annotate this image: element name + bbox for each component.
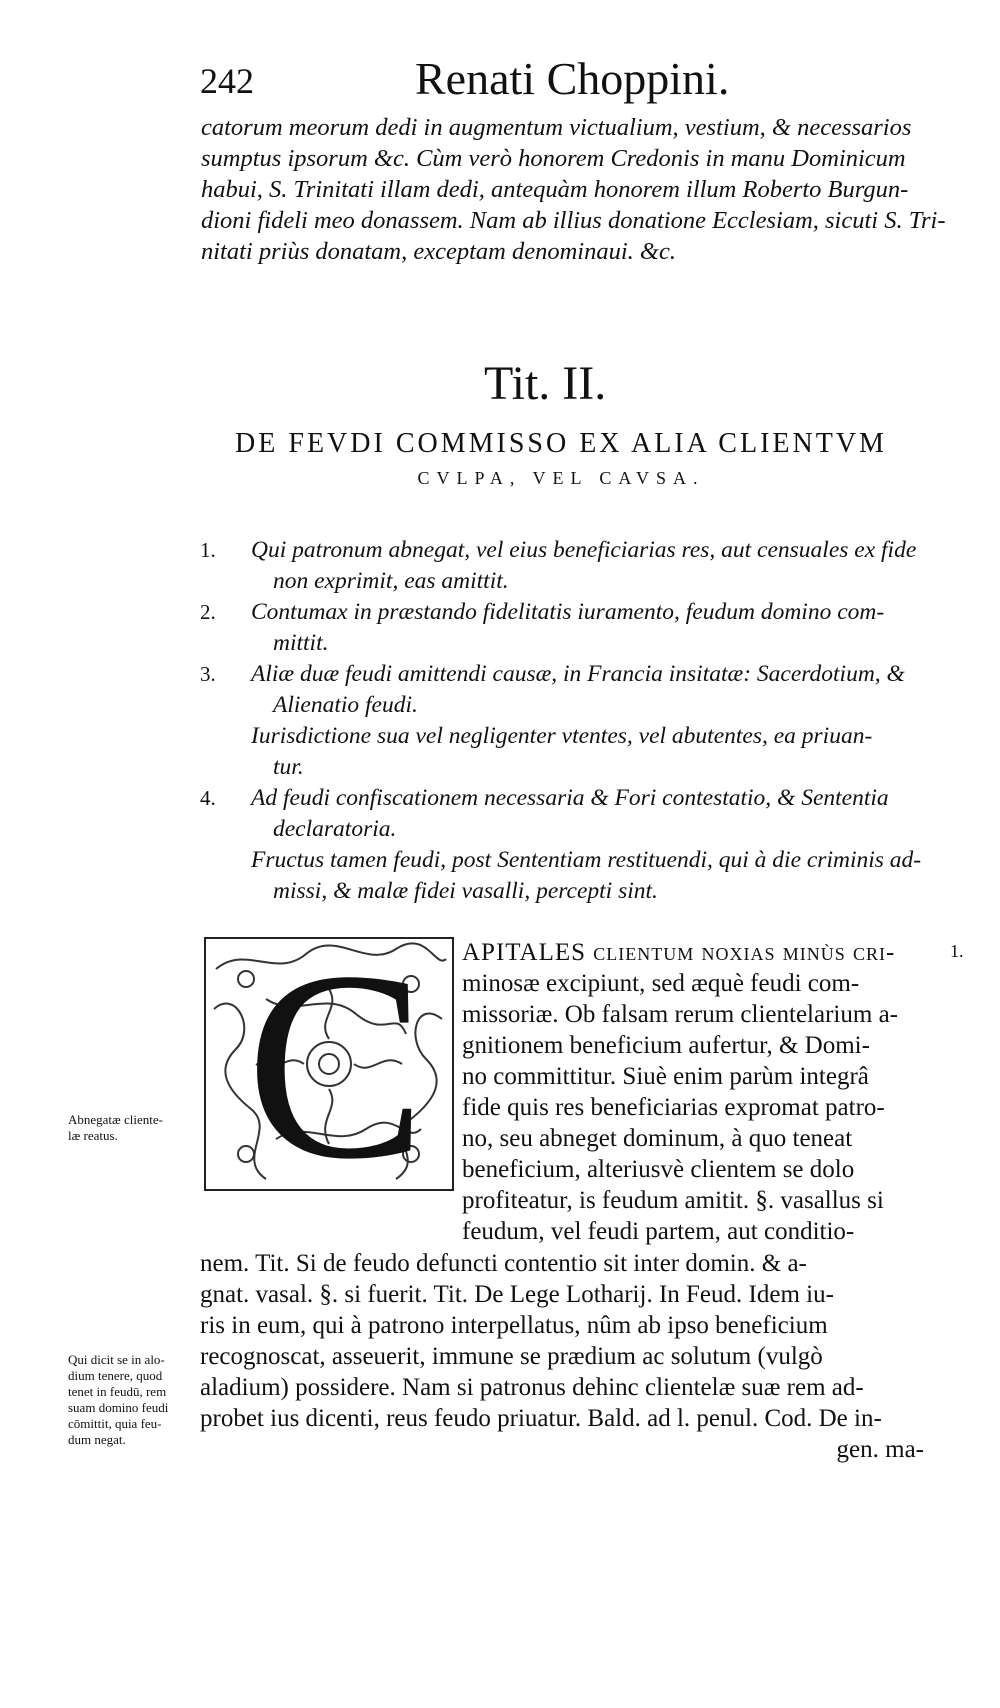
text-line: ris in eum, qui à patrono interpellatus, nûm ab ipso beneficium <box>200 1312 828 1339</box>
text-line: non exprimit, eas amittit. <box>273 568 509 594</box>
section-heading: DE FEVDI COMMISSO EX ALIA CLIENTVM <box>235 428 887 459</box>
summary-number: 3. <box>200 662 216 686</box>
text-line: gnitionem beneficium aufertur, & Domi- <box>462 1032 870 1059</box>
note-line: dium tenere, quod <box>68 1368 163 1383</box>
text-line: missi, & malæ fidei vasalli, percepti sint. <box>273 878 658 904</box>
body-paragraph-wide <box>200 1248 924 1465</box>
summary-item <box>200 783 925 907</box>
text-line: Contumax in præstando fidelitatis iuramento, feudum domino com- <box>251 599 885 625</box>
text-line: profiteatur, is feudum amitit. §. vasallus si <box>462 1187 884 1214</box>
continued-paragraph <box>201 112 946 267</box>
summary-item <box>200 659 925 783</box>
note-line: læ reatus. <box>68 1128 118 1143</box>
text-line: no, seu abneget dominum, à quo teneat <box>462 1125 853 1152</box>
page-header <box>200 52 920 112</box>
text-line: Fructus tamen feudi, post Sententiam restituendi, qui à die criminis ad- <box>251 847 922 873</box>
summary-item <box>200 535 925 597</box>
note-line: Abnegatæ cliente- <box>68 1112 163 1127</box>
section-number: Tit. II. <box>484 357 607 410</box>
text-line: nitati priùs donatam, exceptam denominaui. &c. <box>201 238 676 265</box>
text-line: aladium) possidere. Nam si patronus dehinc clientelæ suæ rem ad- <box>200 1374 864 1401</box>
text-line: dioni fideli meo donassem. Nam ab illius donatione Ecclesiam, sicuti S. Tri- <box>201 207 946 234</box>
summary-subtext <box>251 721 925 783</box>
text-line: Aliæ duæ feudi amittendi causæ, in Francia insitatæ: Sacerdotium, & <box>251 661 905 687</box>
note-line: suam domino feudi <box>68 1400 169 1415</box>
text-line: APITALES clientum noxias minùs cri- <box>462 939 896 966</box>
text-line: fide quis res beneficiarias expromat patro- <box>462 1094 885 1121</box>
note-line: dum negat. <box>68 1432 126 1447</box>
text-line: mittit. <box>273 630 329 656</box>
body-paragraph-narrow <box>462 937 924 1247</box>
text-line: Iurisdictione sua vel negligenter vtentes, vel abutentes, ea priuan- <box>251 723 873 749</box>
text-line: minosæ excipiunt, sed æquè feudi com- <box>462 970 860 997</box>
section-subheading: CVLPA, VEL CAVSA. <box>417 468 705 488</box>
text-line: feudum, vel feudi partem, aut conditio- <box>462 1218 855 1245</box>
text-line: no committitur. Siuè enim parùm integrâ <box>462 1063 869 1090</box>
summary-number: 2. <box>200 600 216 624</box>
summary-list <box>200 535 925 907</box>
text-line: sumptus ipsorum &c. Cùm verò honorem Credonis in manu Dominicum <box>201 145 906 172</box>
summary-number: 4. <box>200 786 216 810</box>
summary-item <box>200 597 925 659</box>
note-line: cōmittit, quia feu- <box>68 1416 162 1431</box>
summary-number: 1. <box>200 538 216 562</box>
summary-subtext <box>251 845 925 907</box>
summary-text <box>251 597 925 659</box>
text-line: Qui patronum abnegat, vel eius beneficiarias res, aut censuales ex fide <box>251 537 917 563</box>
summary-text <box>251 535 925 597</box>
note-line: Qui dicit se in alo- <box>68 1352 165 1367</box>
catchword: gen. ma- <box>836 1436 924 1463</box>
text-line: habui, S. Trinitati illam dedi, antequàm honorem illum Roberto Burgun- <box>201 176 909 203</box>
text-line: catorum meorum dedi in augmentum victualium, vestium, & necessarios <box>201 114 912 141</box>
text-line: Ad feudi confiscationem necessaria & Fori contestatio, & Sententia <box>251 785 889 811</box>
running-title: Renati Choppini. <box>415 53 730 104</box>
text-line: probet ius dicenti, reus feudo priuatur. Bald. ad l. penul. Cod. De in- <box>200 1405 882 1432</box>
page-number: 242 <box>200 61 254 101</box>
note-line: tenet in feudū, rem <box>68 1384 167 1399</box>
decorated-initial <box>204 937 454 1191</box>
text-line: Alienatio feudi. <box>273 692 418 718</box>
text-line: nem. Tit. Si de feudo defuncti contentio sit inter domin. & a- <box>200 1250 807 1277</box>
text-line: declaratoria. <box>273 816 397 842</box>
side-note <box>68 1352 168 1448</box>
text-line: beneficium, alteriusvè clientem se dolo <box>462 1156 855 1183</box>
summary-text <box>251 783 925 845</box>
initial-letter: C <box>246 937 427 1191</box>
side-note <box>68 1112 163 1144</box>
text-line: missoriæ. Ob falsam rerum clientelarium a- <box>462 1001 898 1028</box>
margin-number: 1. <box>950 941 964 961</box>
text-line: tur. <box>273 754 304 780</box>
text-line: recognoscat, asseuerit, immune se prædium ac solutum (vulgò <box>200 1343 823 1370</box>
text-line: gnat. vasal. §. si fuerit. Tit. De Lege Lotharij. In Feud. Idem iu- <box>200 1281 834 1308</box>
summary-text <box>251 659 925 721</box>
